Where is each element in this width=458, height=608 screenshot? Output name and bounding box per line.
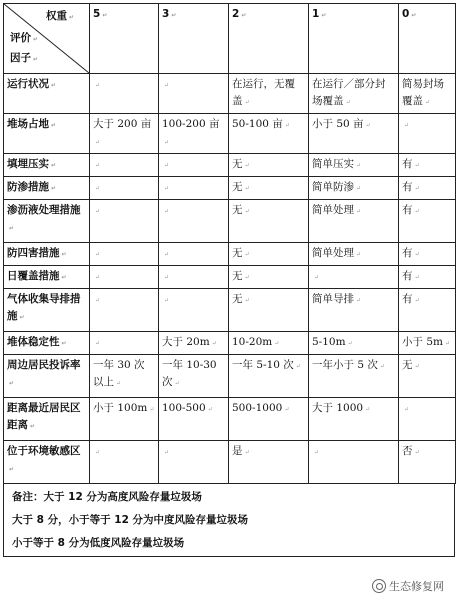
value-cell: ↵ (90, 441, 159, 484)
value-cell: 小于 100m ↵ (90, 398, 159, 441)
value-cell: 简单导排 ↵ (309, 289, 399, 332)
value-cell: 在运行，无覆盖 ↵ (229, 74, 309, 114)
table-row (4, 398, 456, 441)
value-cell: ↵ (90, 200, 159, 243)
value-cell: ↵ (159, 154, 229, 177)
factor-cell: 气体收集导排措施 ↵ (4, 289, 90, 332)
risk-evaluation-table (3, 3, 456, 484)
watermark (372, 578, 444, 594)
value-cell: ↵ (399, 114, 456, 154)
value-cell: 简单压实 ↵ (309, 154, 399, 177)
document (3, 3, 455, 557)
value-cell: ↵ (90, 289, 159, 332)
score-header-2: 2 ↵ (229, 4, 309, 74)
value-cell: ↵ (90, 74, 159, 114)
value-cell: ↵ (159, 243, 229, 266)
note-low-risk: 小于等于 8 分为低度风险存量垃圾场 (12, 537, 185, 549)
value-cell: 10-20m ↵ (229, 332, 309, 355)
score-header-3: 3 ↵ (159, 4, 229, 74)
value-cell: 简单防渗 ↵ (309, 177, 399, 200)
value-cell: 一年 30 次以上 ↵ (90, 355, 159, 398)
value-cell: 简单处理 ↵ (309, 243, 399, 266)
value-cell: 一年 10-30 次 ↵ (159, 355, 229, 398)
value-cell: 在运行／部分封场覆盖 ↵ (309, 74, 399, 114)
table-row (4, 355, 456, 398)
score-header-0: 0 ↵ (399, 4, 456, 74)
value-cell: ↵ (90, 266, 159, 289)
value-cell: 有 ↵ (399, 289, 456, 332)
value-cell: 小于 5m ↵ (399, 332, 456, 355)
value-cell: ↵ (90, 332, 159, 355)
factor-cell: 堆场占地 ↵ (4, 114, 90, 154)
value-cell: 无 ↵ (229, 266, 309, 289)
value-cell: 小于 50 亩 ↵ (309, 114, 399, 154)
value-cell: 否 ↵ (399, 441, 456, 484)
score-header-1: 1 ↵ (309, 4, 399, 74)
factor-cell: 防四害措施 ↵ (4, 243, 90, 266)
factor-cell: 距离最近居民区距离 ↵ (4, 398, 90, 441)
table-row (4, 200, 456, 243)
table-row (4, 74, 456, 114)
value-cell: 大于 20m ↵ (159, 332, 229, 355)
factor-cell: 运行状况 ↵ (4, 74, 90, 114)
diagonal-header-cell (4, 4, 90, 74)
value-cell: 大于 200 亩↵ (90, 114, 159, 154)
value-cell: ↵ (159, 441, 229, 484)
factor-cell: 填埋压实 ↵ (4, 154, 90, 177)
value-cell: 一年小于 5 次 ↵ (309, 355, 399, 398)
value-cell: 无 ↵ (229, 154, 309, 177)
value-cell: ↵ (159, 289, 229, 332)
notes-box (3, 484, 455, 557)
value-cell: ↵ (309, 266, 399, 289)
value-cell: 5-10m ↵ (309, 332, 399, 355)
table-row (4, 266, 456, 289)
value-cell: ↵ (159, 266, 229, 289)
factor-cell: 位于环境敏感区↵ (4, 441, 90, 484)
value-cell: 500-1000 ↵ (229, 398, 309, 441)
factor-cell: 周边居民投诉率↵ (4, 355, 90, 398)
table-row (4, 332, 456, 355)
value-cell: ↵ (399, 398, 456, 441)
value-cell: ↵ (159, 74, 229, 114)
table-row (4, 441, 456, 484)
table-row (4, 114, 456, 154)
table-row (4, 243, 456, 266)
wechat-circle-icon (372, 579, 386, 593)
table-row (4, 154, 456, 177)
table-body (4, 4, 456, 484)
table-row (4, 177, 456, 200)
value-cell: 简易封场覆盖 ↵ (399, 74, 456, 114)
value-cell: 无 ↵ (399, 355, 456, 398)
header-row (4, 4, 456, 74)
value-cell: 50-100 亩 ↵ (229, 114, 309, 154)
value-cell: 有 ↵ (399, 154, 456, 177)
value-cell: 无 ↵ (229, 243, 309, 266)
table-row (4, 289, 456, 332)
value-cell: 无 ↵ (229, 289, 309, 332)
value-cell: 100-200 亩↵ (159, 114, 229, 154)
value-cell: ↵ (90, 154, 159, 177)
value-cell: 简单处理 ↵ (309, 200, 399, 243)
factor-cell: 防渗措施 ↵ (4, 177, 90, 200)
value-cell: 有 ↵ (399, 266, 456, 289)
value-cell: ↵ (90, 177, 159, 200)
value-cell: ↵ (159, 177, 229, 200)
factor-cell: 日覆盖措施 ↵ (4, 266, 90, 289)
value-cell: 无 ↵ (229, 200, 309, 243)
value-cell: 无 ↵ (229, 177, 309, 200)
value-cell: 有 ↵ (399, 243, 456, 266)
value-cell: ↵ (309, 441, 399, 484)
note-medium-risk: 大于 8 分，小于等于 12 分为中度风险存量垃圾场 (12, 514, 249, 526)
score-header-5: 5 ↵ (90, 4, 159, 74)
evaluation-label: 评价 ↵ (10, 32, 39, 44)
factor-label: 因子 ↵ (10, 52, 39, 64)
factor-cell: 堆体稳定性 ↵ (4, 332, 90, 355)
note-high-risk: 备注：大于 12 分为高度风险存量垃圾场 (12, 491, 202, 503)
factor-cell: 渗沥液处理措施↵ (4, 200, 90, 243)
value-cell: ↵ (90, 243, 159, 266)
value-cell: 有 ↵ (399, 200, 456, 243)
watermark-text: 生态修复网 (389, 580, 444, 593)
value-cell: 100-500 ↵ (159, 398, 229, 441)
weight-label: 权重 ↵ (46, 10, 75, 22)
value-cell: 大于 1000 ↵ (309, 398, 399, 441)
value-cell: ↵ (159, 200, 229, 243)
value-cell: 是 ↵ (229, 441, 309, 484)
value-cell: 一年 5-10 次 ↵ (229, 355, 309, 398)
value-cell: 有 ↵ (399, 177, 456, 200)
